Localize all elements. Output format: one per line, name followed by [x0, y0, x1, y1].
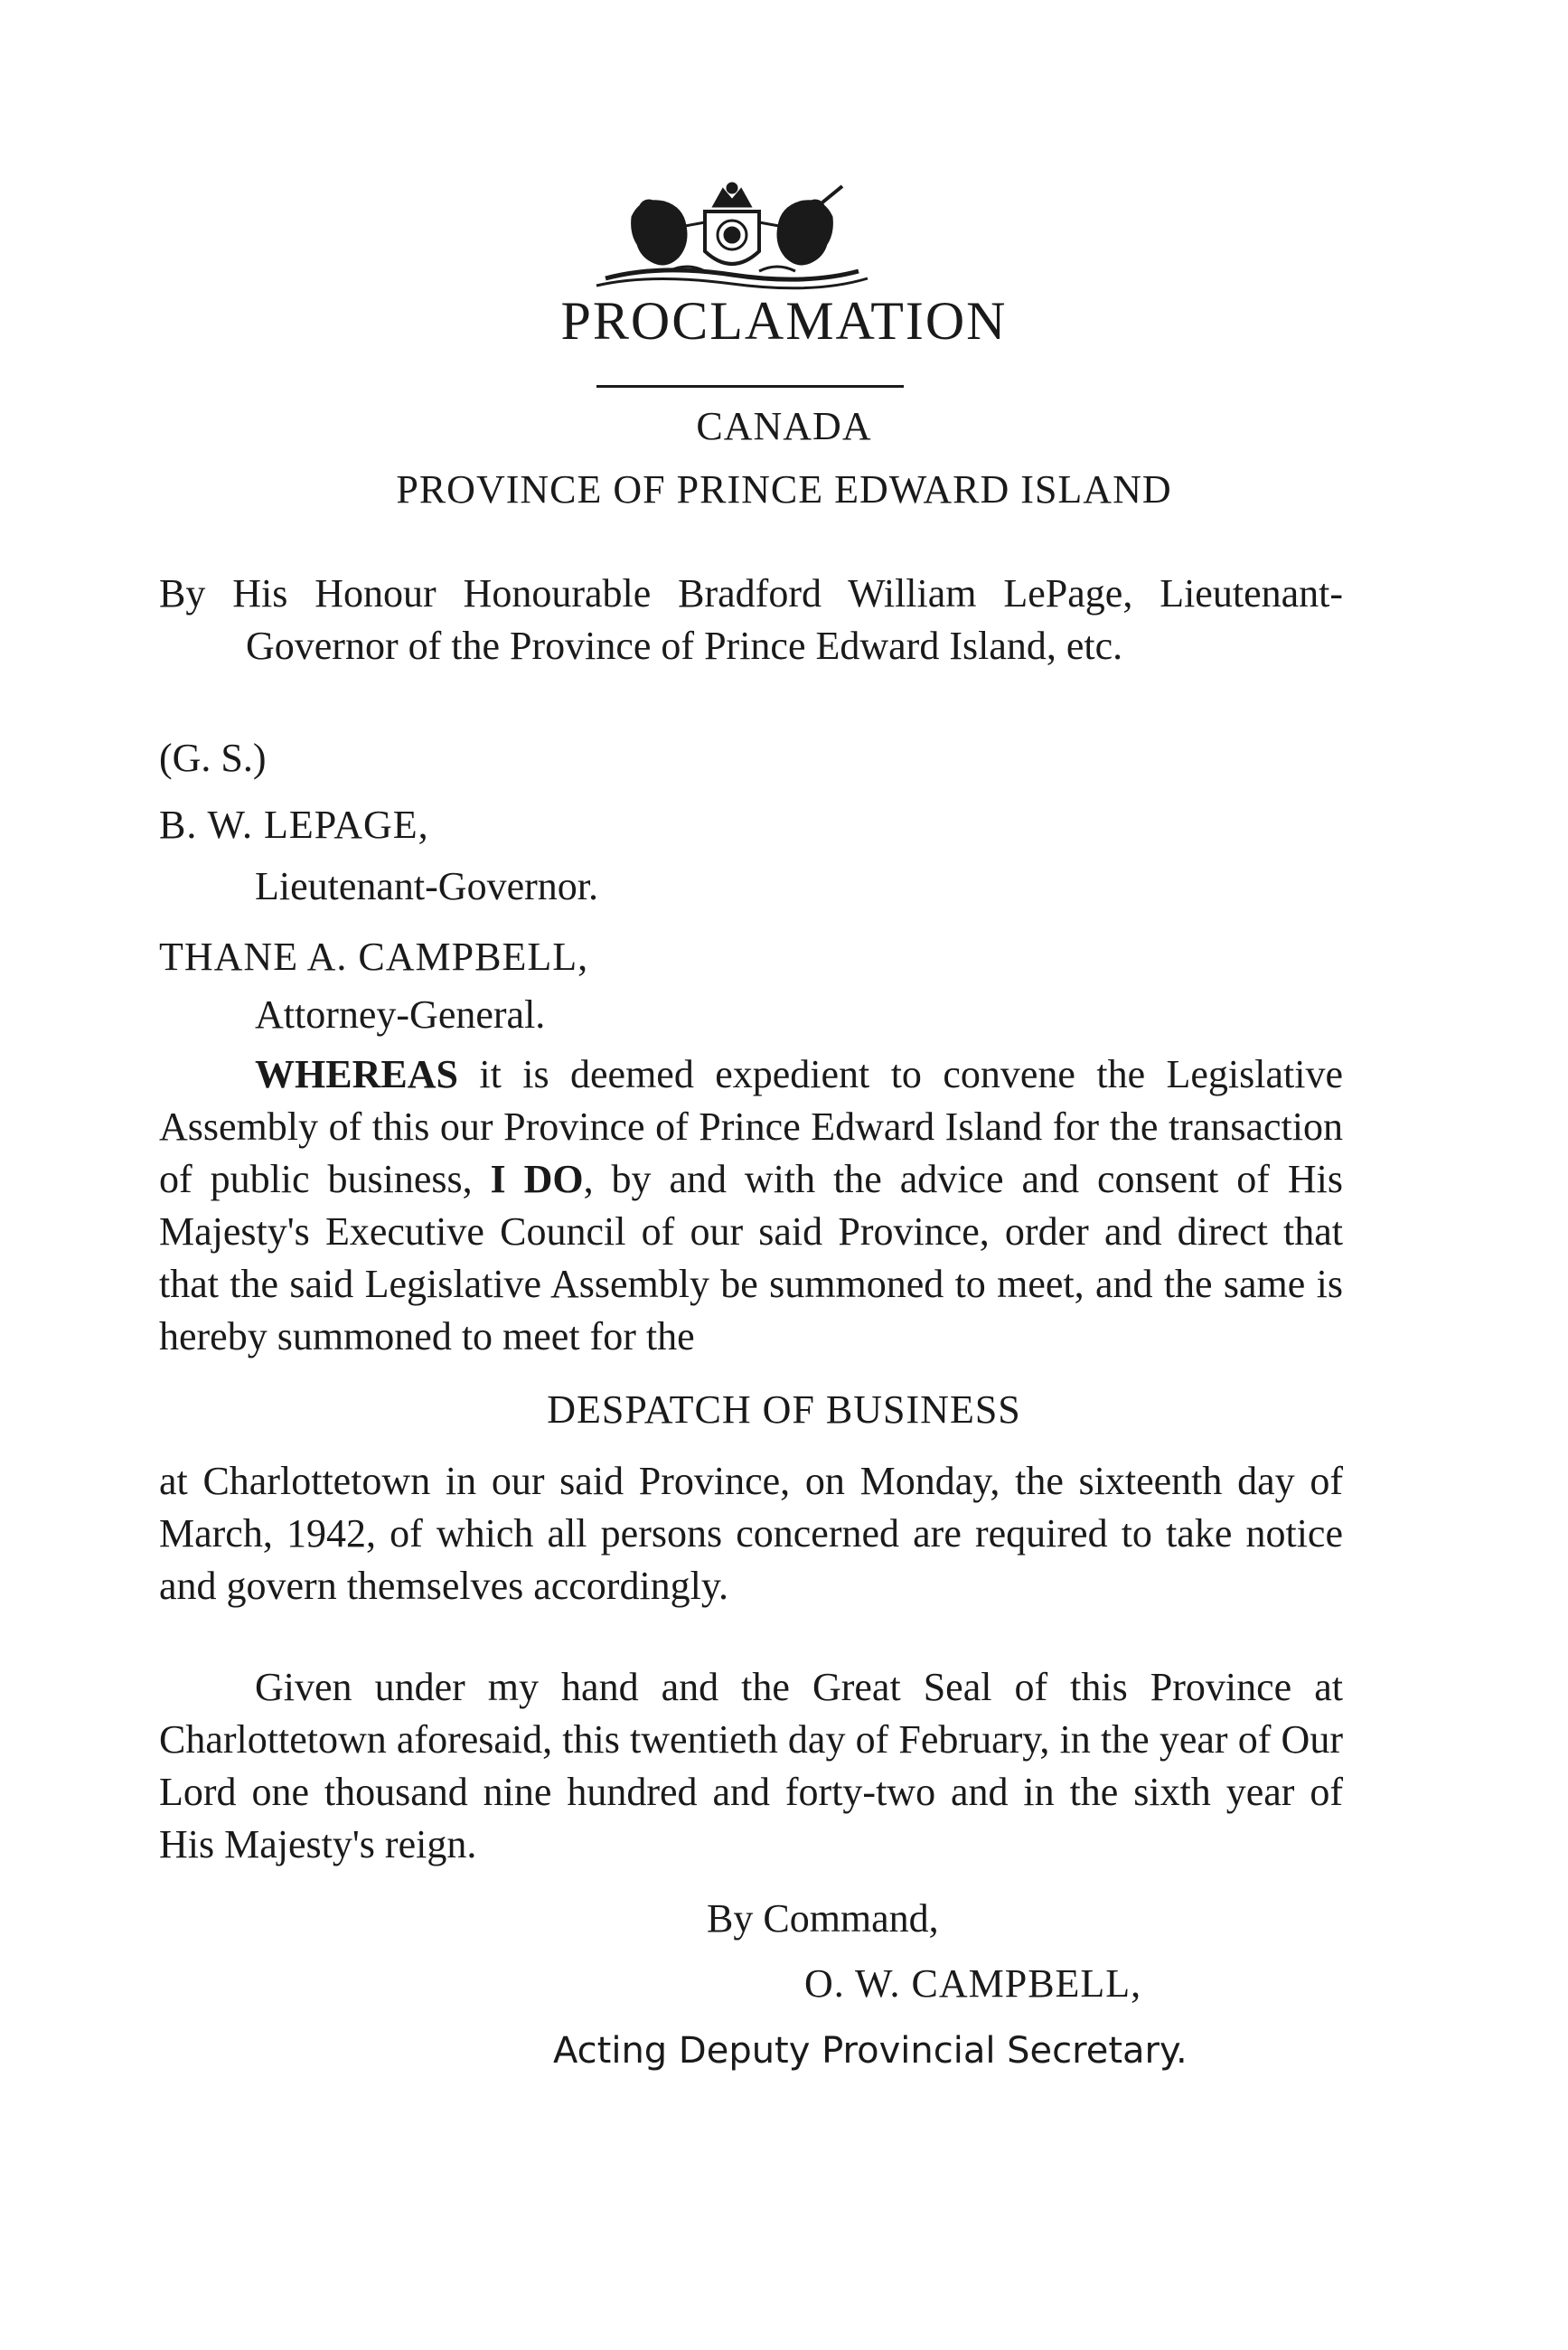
proclamation-title: PROCLAMATION: [560, 291, 1008, 351]
whereas-paragraph: [159, 1048, 1343, 1363]
preamble-paragraph: [159, 568, 1343, 672]
secretary-name: O. W. CAMPBELL,: [804, 1961, 1142, 2006]
attorney-general-name: THANE A. CAMPBELL,: [159, 935, 589, 979]
meeting-details-paragraph: at Charlottetown in our said Province, on Monday, the sixteenth day of March, 1942, of which all persons concerned are required to take notice and govern themselves accordingly.: [159, 1459, 1343, 1608]
whereas-text-part-2: , by and with the advice and consent of His Majesty's Executive Council of our said Province, order and direct that that the said Legislative Assembly be summoned to meet, and the same is hereby summoned to meet for the: [159, 1157, 1344, 1358]
secretary-title: Acting Deputy Provincial Secretary.: [553, 2030, 1188, 2072]
country-heading: CANADA: [696, 404, 872, 448]
despatch-heading: DESPATCH OF BUSINESS: [547, 1387, 1021, 1432]
whereas-text-part-1: it is deemed expedient to convene the Legislative Assembly of this our Province of Prince Edward Island for the transaction of public business,: [159, 1052, 1343, 1201]
by-command-line: By Command,: [707, 1896, 939, 1941]
whereas-word: WHEREAS: [255, 1052, 458, 1096]
preamble-text: By His Honour Honourable Bradford William LePage, Lieutenant-Governor of the Province of Prince Edward Island, etc.: [159, 571, 1343, 668]
title-divider: [596, 385, 904, 388]
governor-name: B. W. LEPAGE,: [159, 803, 429, 847]
royal-coat-of-arms-icon: [578, 181, 886, 298]
attorney-general-title: Attorney-General.: [255, 992, 546, 1037]
great-seal-mark: (G. S.): [159, 736, 267, 780]
i-do-phrase: I DO: [490, 1157, 584, 1201]
governor-title: Lieutenant-Governor.: [255, 864, 598, 908]
province-heading: PROVINCE OF PRINCE EDWARD ISLAND: [396, 467, 1172, 512]
given-under-paragraph: Given under my hand and the Great Seal of this Province at Charlottetown aforesaid, this twentieth day of February, in the year of Our Lord one thousand nine hundred and forty-two and in the sixth year of His Majesty's reign.: [159, 1665, 1343, 1866]
